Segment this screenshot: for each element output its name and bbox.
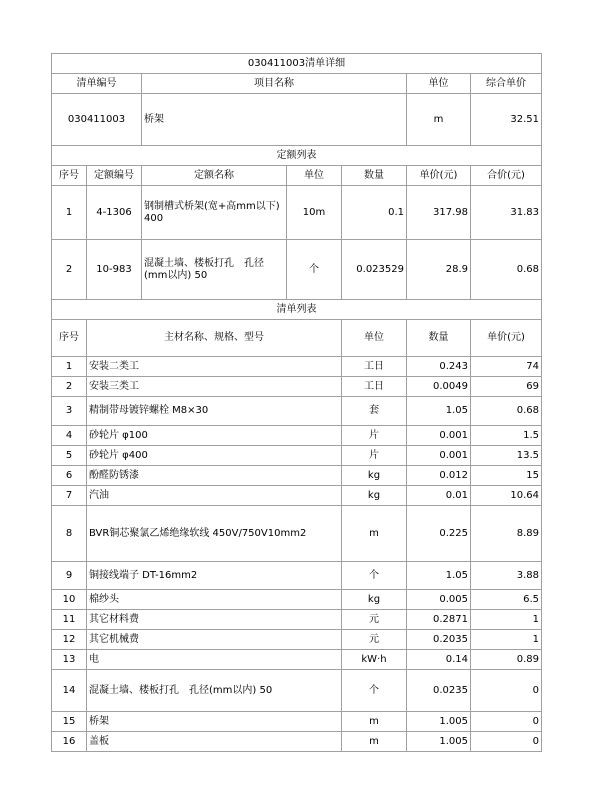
quota-code: 4-1306 [87, 186, 142, 240]
material-unit-price: 0.68 [471, 397, 542, 426]
material-unit: 元 [342, 630, 407, 650]
material-name: 精制带母镀锌螺栓 M8×30 [87, 397, 342, 426]
material-name: 安装二类工 [87, 357, 342, 377]
materials-col-name: 主材名称、规格、型号 [87, 320, 342, 357]
material-name: 电 [87, 650, 342, 670]
material-unit-price: 0 [471, 732, 542, 752]
quota-unit-price: 28.9 [407, 240, 471, 300]
header-value-row [52, 94, 542, 146]
material-qty: 1.005 [407, 732, 471, 752]
material-qty: 0.001 [407, 426, 471, 446]
material-unit-price: 69 [471, 377, 542, 397]
material-name: 棉纱头 [87, 590, 342, 610]
material-row [52, 377, 542, 397]
material-no: 10 [52, 590, 87, 610]
material-unit: 工日 [342, 357, 407, 377]
material-unit: kg [342, 466, 407, 486]
material-no: 3 [52, 397, 87, 426]
material-name: BVR铜芯聚氯乙烯绝缘软线 450V/750V10mm2 [87, 506, 342, 562]
material-unit: m [342, 506, 407, 562]
material-name: 混凝土墙、楼板打孔 孔径(mm以内) 50 [87, 670, 342, 712]
material-qty: 0.2871 [407, 610, 471, 630]
material-unit: m [342, 712, 407, 732]
material-row [52, 630, 542, 650]
material-name: 其它机械费 [87, 630, 342, 650]
material-no: 1 [52, 357, 87, 377]
material-name: 酚醛防锈漆 [87, 466, 342, 486]
quota-unit-price: 317.98 [407, 186, 471, 240]
material-qty: 0.005 [407, 590, 471, 610]
material-unit: 元 [342, 610, 407, 630]
material-unit: 套 [342, 397, 407, 426]
quota-row [52, 240, 542, 300]
material-no: 9 [52, 562, 87, 590]
material-qty: 0.225 [407, 506, 471, 562]
material-unit: 片 [342, 426, 407, 446]
composite-price-value: 32.51 [471, 94, 542, 146]
material-no: 14 [52, 670, 87, 712]
quota-col-unit: 单位 [287, 166, 342, 186]
quota-col-total: 合价(元) [471, 166, 542, 186]
material-unit-price: 74 [471, 357, 542, 377]
material-name: 桥架 [87, 712, 342, 732]
material-row [52, 397, 542, 426]
material-row [52, 426, 542, 446]
material-unit: kg [342, 590, 407, 610]
material-name: 铜接线端子 DT-16mm2 [87, 562, 342, 590]
material-no: 12 [52, 630, 87, 650]
material-qty: 0.0049 [407, 377, 471, 397]
material-no: 11 [52, 610, 87, 630]
bill-detail-table [51, 53, 542, 752]
material-qty: 1.05 [407, 397, 471, 426]
quota-total: 0.68 [471, 240, 542, 300]
material-no: 13 [52, 650, 87, 670]
quota-col-no: 序号 [52, 166, 87, 186]
material-row [52, 732, 542, 752]
header-label-row [52, 74, 542, 94]
material-name: 汽油 [87, 486, 342, 506]
quota-col-name: 定额名称 [142, 166, 287, 186]
material-unit: 工日 [342, 377, 407, 397]
material-qty: 0.012 [407, 466, 471, 486]
materials-col-unit: 单位 [342, 320, 407, 357]
material-row [52, 562, 542, 590]
material-row [52, 446, 542, 466]
quota-total: 31.83 [471, 186, 542, 240]
material-qty: 1.005 [407, 712, 471, 732]
quota-col-qty: 数量 [342, 166, 407, 186]
materials-col-unit-price: 单价(元) [471, 320, 542, 357]
materials-header-row [52, 320, 542, 357]
material-unit-price: 6.5 [471, 590, 542, 610]
material-qty: 0.243 [407, 357, 471, 377]
material-unit-price: 0 [471, 712, 542, 732]
material-unit: m [342, 732, 407, 752]
material-qty: 0.14 [407, 650, 471, 670]
material-row [52, 610, 542, 630]
material-no: 16 [52, 732, 87, 752]
material-no: 4 [52, 426, 87, 446]
material-name: 安装三类工 [87, 377, 342, 397]
material-name: 其它材料费 [87, 610, 342, 630]
bill-code-value: 030411003 [52, 94, 142, 146]
material-unit-price: 1 [471, 610, 542, 630]
material-no: 8 [52, 506, 87, 562]
material-row [52, 590, 542, 610]
material-row [52, 466, 542, 486]
sheet-title: 030411003清单详细 [52, 54, 542, 74]
quota-unit: 10m [287, 186, 342, 240]
material-unit: 个 [342, 562, 407, 590]
materials-col-no: 序号 [52, 320, 87, 357]
quota-code: 10-983 [87, 240, 142, 300]
material-row [52, 712, 542, 732]
quota-name: 钢制槽式桥架(宽+高mm以下) 400 [142, 186, 287, 240]
materials-section-title: 清单列表 [52, 300, 542, 320]
quota-name: 混凝土墙、楼板打孔 孔径(mm以内) 50 [142, 240, 287, 300]
quota-qty: 0.023529 [342, 240, 407, 300]
item-name-label: 项目名称 [142, 74, 407, 94]
material-qty: 0.2035 [407, 630, 471, 650]
material-unit-price: 13.5 [471, 446, 542, 466]
material-unit-price: 1.5 [471, 426, 542, 446]
material-unit-price: 15 [471, 466, 542, 486]
material-unit-price: 8.89 [471, 506, 542, 562]
material-no: 2 [52, 377, 87, 397]
material-no: 15 [52, 712, 87, 732]
material-row [52, 506, 542, 562]
material-qty: 0.01 [407, 486, 471, 506]
quota-qty: 0.1 [342, 186, 407, 240]
quota-header-row [52, 166, 542, 186]
material-unit-price: 0.89 [471, 650, 542, 670]
materials-body [52, 357, 542, 752]
material-qty: 0.0235 [407, 670, 471, 712]
material-row [52, 670, 542, 712]
quota-unit: 个 [287, 240, 342, 300]
item-name-value: 桥架 [142, 94, 407, 146]
unit-value: m [407, 94, 471, 146]
quota-col-unit-price: 单价(元) [407, 166, 471, 186]
material-unit: kg [342, 486, 407, 506]
material-qty: 1.05 [407, 562, 471, 590]
quota-no: 2 [52, 240, 87, 300]
material-row [52, 357, 542, 377]
quota-row [52, 186, 542, 240]
material-row [52, 650, 542, 670]
quota-no: 1 [52, 186, 87, 240]
material-unit-price: 10.64 [471, 486, 542, 506]
quota-section-title: 定额列表 [52, 146, 542, 166]
unit-label: 单位 [407, 74, 471, 94]
material-unit-price: 1 [471, 630, 542, 650]
material-name: 砂轮片 φ100 [87, 426, 342, 446]
material-unit: kW·h [342, 650, 407, 670]
quota-section-row [52, 146, 542, 166]
material-name: 盖板 [87, 732, 342, 752]
material-no: 5 [52, 446, 87, 466]
quota-col-code: 定额编号 [87, 166, 142, 186]
material-unit: 个 [342, 670, 407, 712]
material-no: 6 [52, 466, 87, 486]
materials-section-row [52, 300, 542, 320]
material-qty: 0.001 [407, 446, 471, 466]
material-unit-price: 3.88 [471, 562, 542, 590]
bill-code-label: 清单编号 [52, 74, 142, 94]
material-name: 砂轮片 φ400 [87, 446, 342, 466]
title-row [52, 54, 542, 74]
material-no: 7 [52, 486, 87, 506]
material-unit-price: 0 [471, 670, 542, 712]
material-unit: 片 [342, 446, 407, 466]
composite-price-label: 综合单价 [471, 74, 542, 94]
materials-col-qty: 数量 [407, 320, 471, 357]
material-row [52, 486, 542, 506]
